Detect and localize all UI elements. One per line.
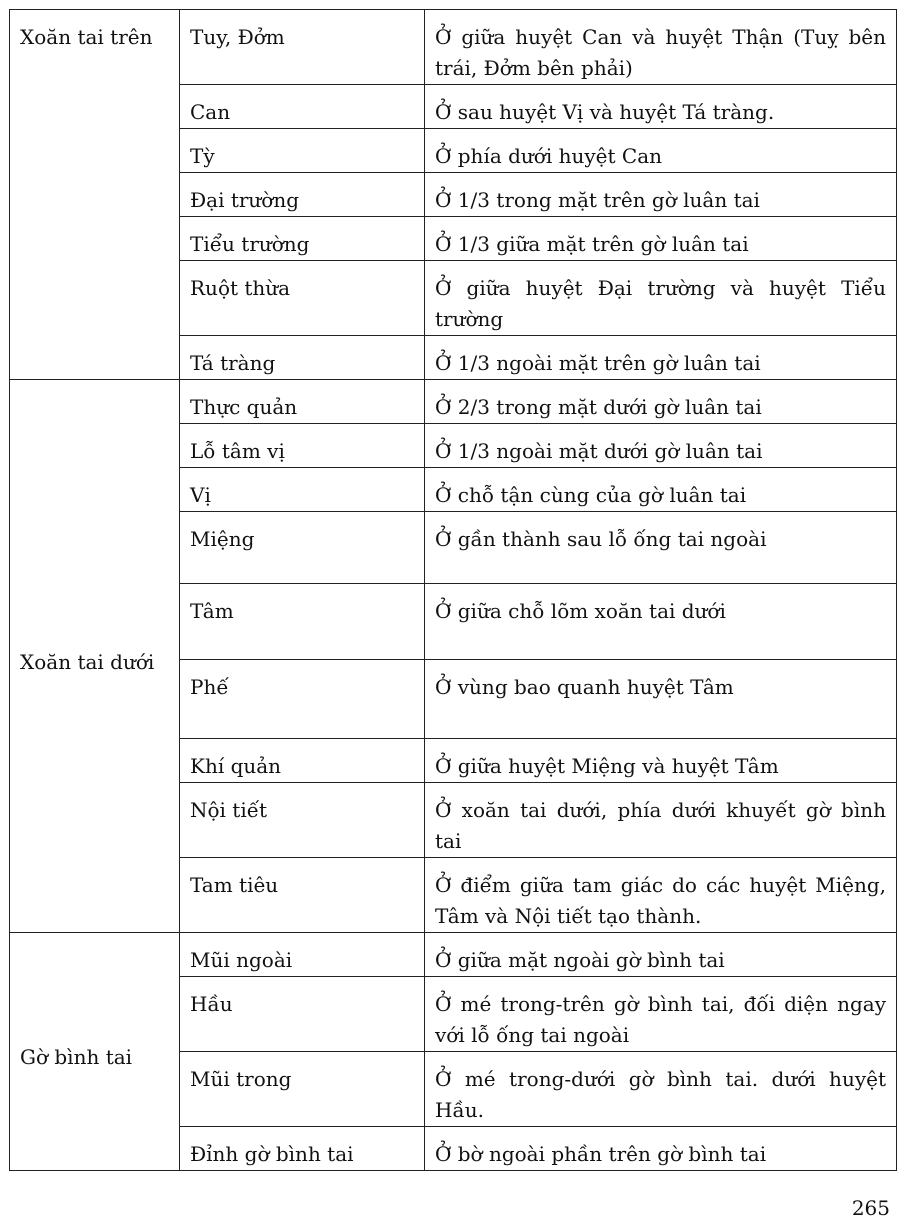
point-name: Ruột thừa [180, 261, 425, 336]
point-name: Tỳ [180, 129, 425, 173]
point-name: Đại trường [180, 173, 425, 217]
point-location: Ở phía dưới huyệt Can [425, 129, 897, 173]
point-name: Mũi ngoài [180, 933, 425, 977]
point-location: Ở vùng bao quanh huyệt Tâm [425, 660, 897, 739]
region-label: Xoăn tai dưới [20, 649, 155, 674]
point-name: Miệng [180, 512, 425, 584]
point-name: Tam tiêu [180, 858, 425, 933]
region-label: Xoăn tai trên [20, 25, 153, 49]
region-cell [10, 380, 180, 933]
point-location: Ở giữa mặt ngoài gờ bình tai [425, 933, 897, 977]
point-location: Ở gần thành sau lỗ ống tai ngoài [425, 512, 897, 584]
point-location: Ở chỗ tận cùng của gờ luân tai [425, 468, 897, 512]
point-name: Can [180, 85, 425, 129]
point-location: Ở 1/3 giữa mặt trên gờ luân tai [425, 217, 897, 261]
point-location: Ở xoăn tai dưới, phía dưới khuyết gờ bình tai [425, 783, 897, 858]
acupoint-table [9, 9, 897, 1171]
region-label: Gờ bình tai [20, 1045, 133, 1069]
point-location: Ở điểm giữa tam giác do các huyệt Miệng, Tâm và Nội tiết tạo thành. [425, 858, 897, 933]
point-location: Ở giữa huyệt Miệng và huyệt Tâm [425, 739, 897, 783]
region-cell [10, 933, 180, 1171]
point-location: Ở giữa huyệt Đại trường và huyệt Tiểu trường [425, 261, 897, 336]
table-body [10, 10, 897, 1171]
point-name: Khí quản [180, 739, 425, 783]
point-location: Ở 2/3 trong mặt dưới gờ luân tai [425, 380, 897, 424]
point-name: Tuy, Đởm [180, 10, 425, 85]
point-location: Ở bờ ngoài phần trên gờ bình tai [425, 1127, 897, 1171]
table-row [10, 380, 897, 424]
point-location: Ở 1/3 ngoài mặt dưới gờ luân tai [425, 424, 897, 468]
point-location: Ở giữa chỗ lõm xoăn tai dưới [425, 584, 897, 660]
point-location: Ở 1/3 ngoài mặt trên gờ luân tai [425, 336, 897, 380]
point-location: Ở mé trong-trên gờ bình tai, đối diện ngay với lỗ ống tai ngoài [425, 977, 897, 1052]
point-name: Phế [180, 660, 425, 739]
point-name: Nội tiết [180, 783, 425, 858]
region-cell [10, 10, 180, 380]
point-name: Đỉnh gờ bình tai [180, 1127, 425, 1171]
page-number: 265 [851, 1196, 890, 1220]
point-name: Hầu [180, 977, 425, 1052]
point-name: Tá tràng [180, 336, 425, 380]
table-row [10, 933, 897, 977]
point-location: Ở 1/3 trong mặt trên gờ luân tai [425, 173, 897, 217]
point-name: Mũi trong [180, 1052, 425, 1127]
point-name: Tâm [180, 584, 425, 660]
point-location: Ở sau huyệt Vị và huyệt Tá tràng. [425, 85, 897, 129]
point-name: Tiểu trường [180, 217, 425, 261]
point-name: Lỗ tâm vị [180, 424, 425, 468]
table-row [10, 10, 897, 85]
point-name: Vị [180, 468, 425, 512]
point-name: Thực quản [180, 380, 425, 424]
point-location: Ở mé trong-dưới gờ bình tai. dưới huyệt Hầu. [425, 1052, 897, 1127]
point-location: Ở giữa huyệt Can và huyệt Thận (Tuỵ bên trái, Đởm bên phải) [425, 10, 897, 85]
